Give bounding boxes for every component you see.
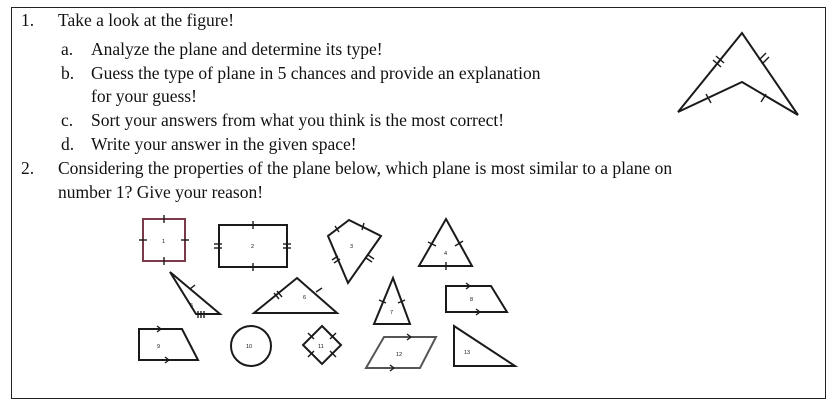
shape-label: 1	[162, 239, 166, 245]
subitem-b-letter: b.	[61, 63, 75, 83]
shape-label: 3	[350, 244, 354, 250]
subitem-b-text-continued: for your guess!	[91, 86, 197, 106]
question-1-number: 1.	[21, 10, 35, 30]
shape-label: 11	[318, 344, 324, 350]
shape-label: 13	[464, 350, 471, 356]
subitem-a-letter: a.	[61, 39, 74, 59]
shape-label: 9	[157, 344, 161, 350]
shape-label: 12	[396, 352, 403, 358]
question-2-number: 2.	[21, 158, 35, 178]
subitem-b-text: Guess the type of plane in 5 chances and provide an explanation	[91, 63, 541, 83]
shape-label: 6	[303, 295, 307, 301]
subitem-c-text: Sort your answers from what you think is the most correct!	[91, 110, 505, 130]
subitem-a-text: Analyze the plane and determine its type!	[91, 39, 383, 59]
question-2-text-continued: number 1? Give your reason!	[58, 182, 264, 202]
subitem-d-letter: d.	[61, 134, 75, 154]
shape-label: 10	[246, 344, 253, 350]
subitem-d-text: Write your answer in the given space!	[91, 134, 357, 154]
shape-label: 5	[190, 303, 194, 309]
shape-label: 4	[444, 251, 448, 257]
shape-label: 7	[390, 310, 394, 316]
shape-label: 8	[470, 297, 474, 303]
shape-label: 2	[251, 244, 255, 250]
question-2-text: Considering the properties of the plane below, which plane is most similar to a plane on	[58, 158, 673, 178]
subitem-c-letter: c.	[61, 110, 74, 130]
question-1-text: Take a look at the figure!	[58, 10, 235, 30]
